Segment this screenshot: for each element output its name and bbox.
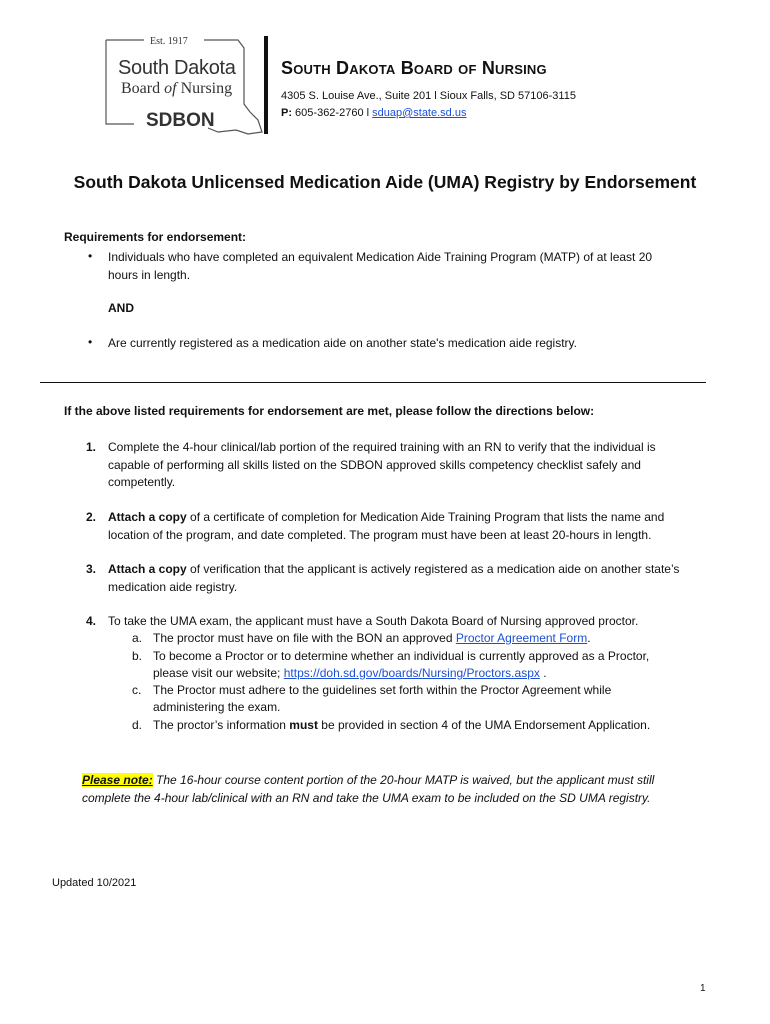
step-number: 1. [86, 440, 97, 454]
step-3: Attach a copy of verification that the applicant is actively registered as a medication aide on another state’s medication aide registry. [108, 562, 680, 594]
proctor-agreement-form-link[interactable]: Proctor Agreement Form [455, 631, 588, 645]
sub-item-d: The proctor’s information must be provided in section 4 of the UMA Endorsement Application. [153, 718, 651, 732]
requirements-heading: Requirements for endorsement: [64, 230, 247, 244]
organization-contact [281, 107, 466, 119]
phone-number: 605-362-2760 l [292, 107, 373, 119]
sub-item-letter: b. [132, 649, 143, 663]
requirement-1: Individuals who have completed an equivalent Medication Aide Training Program (MATP) of at least 20 hours in length. [108, 250, 653, 282]
organization-address: 4305 S. Louise Ave., Suite 201 l Sioux Falls, SD 57106-3115 [281, 90, 576, 102]
step-2: Attach a copy of a certificate of completion for Medication Aide Training Program that lists the name and location of the program, and date completed. The program must have been at least 20-hours in length. [108, 510, 665, 542]
bullet-icon: • [88, 335, 93, 349]
sub-item-b: To become a Proctor or to determine whether an individual is currently approved as a Proctor, please visit our website; https://doh.sd.gov/boards/Nursing/Proctors.aspx . [153, 649, 650, 680]
phone-label: P: [281, 107, 292, 119]
sub-item-c: The Proctor must adhere to the guidelines set forth within the Proctor Agreement while administering the exam. [153, 683, 612, 714]
sub-item-a: The proctor must have on file with the BON an approved Proctor Agreement Form. [153, 631, 591, 645]
step-number: 3. [86, 562, 97, 576]
please-note: Please note: The 16-hour course content portion of the 20-hour MATP is waived, but the applicant must still complete the 4-hour lab/clinical with an RN and take the UMA exam to be included on the SD UMA registry. [82, 773, 655, 805]
step-number: 4. [86, 614, 97, 628]
and-separator: AND [108, 301, 134, 315]
horizontal-rule [40, 382, 706, 383]
logo-abbreviation: SDBON [146, 110, 215, 131]
page-number: 1 [700, 983, 706, 994]
sub-item-letter: a. [132, 631, 143, 645]
logo-state-text: South Dakota [118, 57, 236, 79]
step-number: 2. [86, 510, 97, 524]
email-link[interactable]: sduap@state.sd.us [372, 107, 467, 119]
directions-heading: If the above listed requirements for endorsement are met, please follow the directions below: [64, 404, 595, 418]
bullet-icon: • [88, 249, 93, 263]
proctors-website-link[interactable]: https://doh.sd.gov/boards/Nursing/Proctors.aspx [283, 666, 540, 680]
sub-item-letter: c. [132, 683, 142, 697]
step-1: Complete the 4-hour clinical/lab portion of the required training with an RN to verify that the individual is capable of performing all skills listed on the SDBON approved skills competency checklist safely and competently. [108, 440, 656, 489]
sub-item-letter: d. [132, 718, 143, 732]
updated-date: Updated 10/2021 [52, 877, 137, 889]
logo-established-text: Est. 1917 [150, 36, 188, 47]
logo-board-text: Board of Nursing [121, 80, 233, 97]
requirement-2: Are currently registered as a medication aide on another state's medication aide registry. [108, 336, 577, 350]
note-label: Please note: [82, 773, 153, 787]
page-title: South Dakota Unlicensed Medication Aide (UMA) Registry by Endorsement [73, 172, 697, 192]
organization-name: South Dakota Board of Nursing [281, 58, 547, 78]
step-4: To take the UMA exam, the applicant must have a South Dakota Board of Nursing approved proctor. [108, 614, 639, 628]
header-divider [264, 36, 268, 134]
